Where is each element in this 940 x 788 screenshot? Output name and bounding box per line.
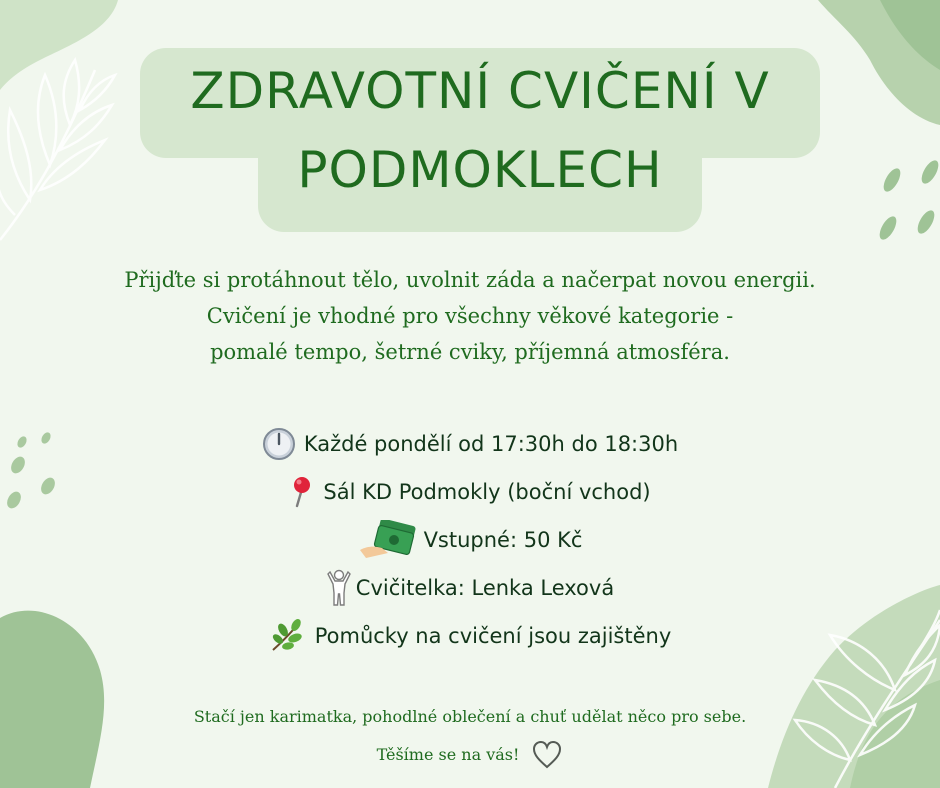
heart-icon xyxy=(531,739,563,771)
title-line-2: PODMOKLECH xyxy=(297,141,663,199)
info-row-instructor xyxy=(0,564,940,612)
top-right-drops xyxy=(876,158,940,243)
intro-line: Přijďte si protáhnout tělo, uvolnit záda a načerpat novou energii. xyxy=(124,268,816,292)
intro-text xyxy=(40,262,900,370)
intro-line: pomalé tempo, šetrné cviky, příjemná atmosféra. xyxy=(210,340,730,364)
clock-icon xyxy=(262,427,296,461)
place-text: Sál KD Podmokly (boční vchod) xyxy=(323,480,651,504)
equipment-text: Pomůcky na cvičení jsou zajištěny xyxy=(314,624,672,648)
location-pin-icon xyxy=(289,475,315,509)
money-icon xyxy=(358,520,416,560)
instructor-text: Cvičitelka: Lenka Lexová xyxy=(355,576,615,600)
price-text: Vstupné: 50 Kč xyxy=(423,528,583,552)
info-row-price xyxy=(0,516,940,564)
top-left-leaf-branch xyxy=(0,60,115,240)
schedule-text: Každé pondělí od 17:30h do 18:30h xyxy=(303,432,679,456)
info-row-place xyxy=(0,468,940,516)
footer-line-2-wrap xyxy=(40,736,900,774)
title-line-1: ZDRAVOTNÍ CVIČENÍ V xyxy=(190,62,770,120)
footer-text xyxy=(40,698,900,774)
intro-line: Cvičení je vhodné pro všechny věkové kategorie - xyxy=(206,304,734,328)
footer-line-1: Stačí jen karimatka, pohodlné oblečení a chuť udělat něco pro sebe. xyxy=(193,707,747,726)
herb-icon xyxy=(269,619,303,653)
info-row-schedule xyxy=(0,420,940,468)
top-left-blob xyxy=(0,0,118,90)
person-icon xyxy=(326,569,352,607)
footer-line-2: Těšíme se na vás! xyxy=(376,745,520,764)
info-row-equipment xyxy=(0,612,940,660)
info-list xyxy=(0,420,940,660)
